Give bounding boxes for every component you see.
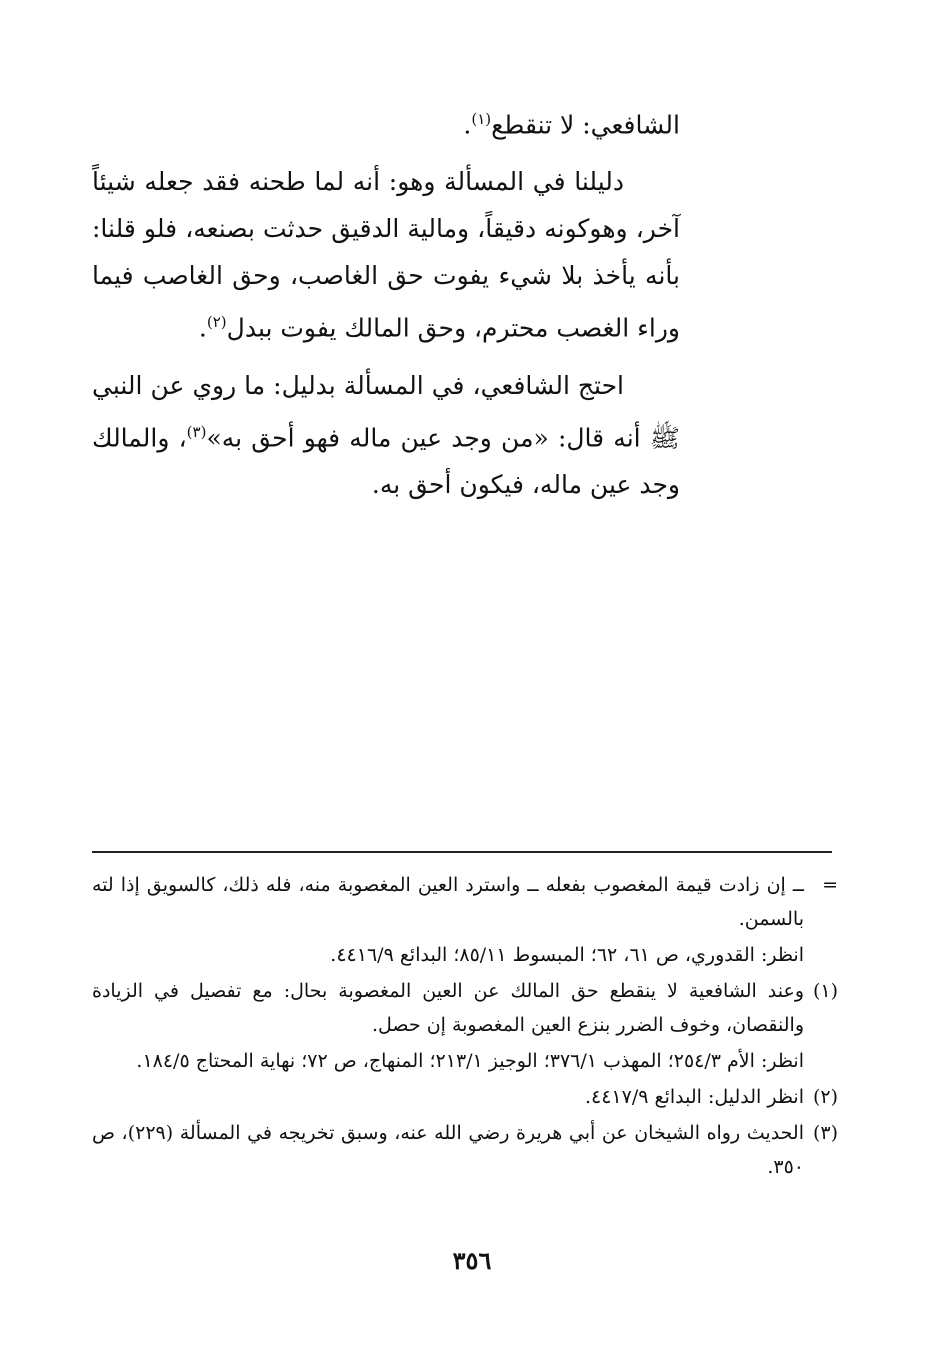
paragraph-1-end: . (463, 110, 472, 140)
footnote-3-marker: (٣) (812, 1122, 838, 1144)
footnote-1-source: انظر: الأم ٢٥٤/٣؛ المهذب ٣٧٦/١؛ الوجيز ٢١٣/١؛ المنهاج، ص ٧٢؛ نهاية المحتاج ١٨٤/٥. (136, 1050, 804, 1072)
page-number: ٣٥٦ (452, 1246, 492, 1275)
paragraph-2 (92, 158, 680, 351)
footnote-continuation-source: انظر: القدوري، ص ٦١، ٦٢؛ المبسوط ٨٥/١١؛ البدائع ٤٤١٦/٩. (330, 944, 804, 966)
footnote-1 (92, 974, 838, 1042)
paragraph-2-end: . (198, 313, 207, 343)
footnote-divider (92, 851, 832, 853)
footnote-2-text: انظر الدليل: البدائع ٤٤١٧/٩. (584, 1086, 804, 1108)
paragraph-3-text-b: ، والمالك وجد عين ماله، فيكون أحق به. (92, 422, 680, 499)
footnote-continuation-text: ــ إن زادت قيمة المغصوب بفعله ــ واسترد العين المغصوبة منه، فله ذلك، كالسويق إذا لته بالسمن. (92, 874, 804, 930)
paragraph-3-text-a: احتج الشافعي، في المسألة بدليل: ما روي عن النبي ﷺ أنه قال: «من وجد عين ماله فهو أحق به» (92, 370, 680, 452)
footnote-3-text: الحديث رواه الشيخان عن أبي هريرة رضي الله عنه، وسبق تخريجه في المسألة (٢٢٩)، ص ٣٥٠. (92, 1122, 804, 1178)
footnote-continuation-marker: = (822, 874, 838, 896)
footnote-1-text: وعند الشافعية لا ينقطع حق المالك عن العين المغصوبة بحال: مع تفصيل في الزيادة والنقصان، وخوف الضرر بنزع العين المغصوبة إن حصل. (92, 980, 804, 1036)
footnote-ref-3: (٣) (186, 422, 207, 441)
paragraph-2-text: دليلنا في المسألة وهو: أنه لما طحنه فقد جعله شيئاً آخر، وهوكونه دقيقاً، ومالية الدقيق حدثت بصنعه، فلو قلنا: بأنه يأخذ بلا شيء يفوت حق الغاصب، وحق الغاصب فيما وراء الغصب محترم، وحق المالك يفوت ببدل (92, 167, 680, 343)
paragraph-1 (92, 96, 680, 148)
footnotes (92, 868, 838, 1186)
footnote-2-marker: (٢) (812, 1086, 838, 1108)
footnote-ref-2: (٢) (206, 313, 227, 332)
paragraph-1-text: الشافعي: لا تنقطع (491, 110, 680, 140)
footnote-continuation (92, 868, 838, 936)
footnote-ref-1: (١) (471, 110, 492, 128)
footnote-3 (92, 1116, 838, 1184)
paragraph-3 (92, 362, 680, 508)
main-text (92, 96, 680, 518)
footnote-2 (92, 1080, 838, 1114)
footnote-1-marker: (١) (812, 980, 838, 1002)
